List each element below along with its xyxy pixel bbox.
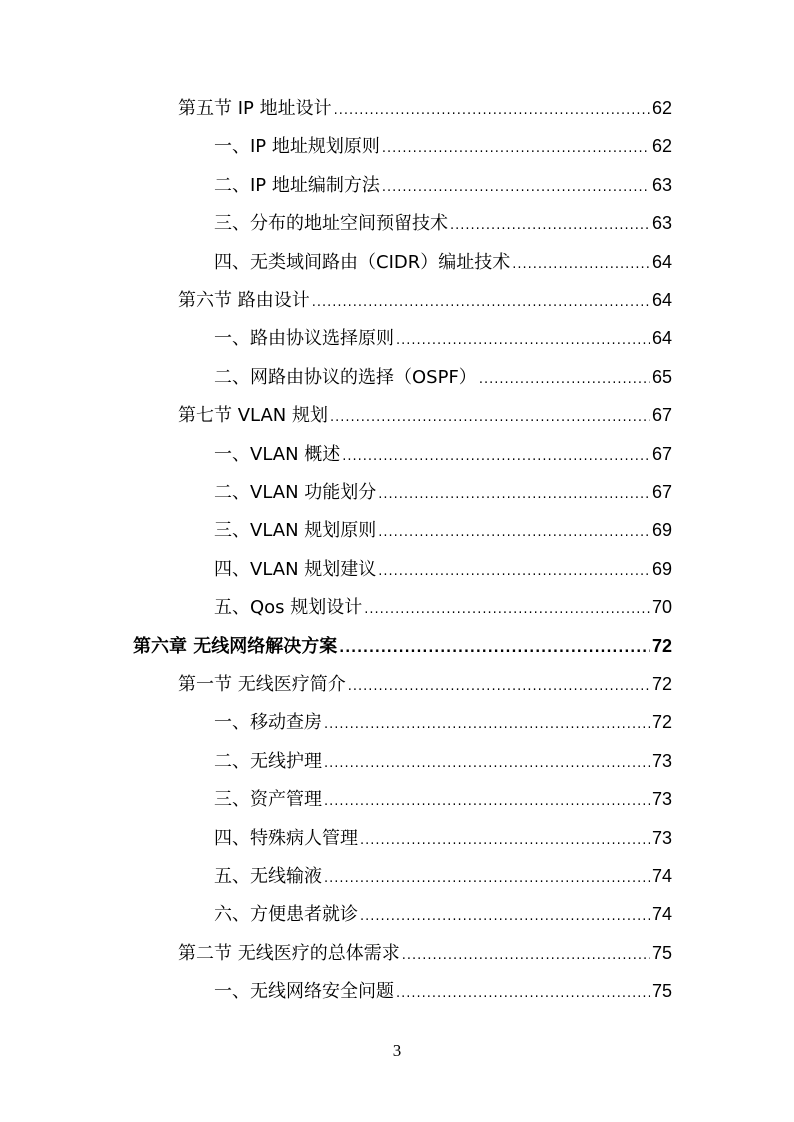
toc-entry-page: 62 <box>651 98 672 118</box>
toc-leader-dots <box>342 438 650 476</box>
toc-entry-title: 第一节 无线医疗简介 <box>178 674 346 695</box>
toc-entry-title: 第二节 无线医疗的总体需求 <box>178 942 400 964</box>
toc-leader-dots <box>396 975 650 1013</box>
toc-leader-dots <box>402 937 650 975</box>
toc-leader-dots <box>324 860 650 898</box>
toc-leader-dots <box>378 514 650 552</box>
toc-leader-dots <box>396 322 650 360</box>
toc-entry[interactable] <box>214 703 672 741</box>
toc-entry-page: 67 <box>651 443 672 464</box>
toc-entry[interactable] <box>214 166 672 204</box>
toc-leader-dots <box>378 476 650 514</box>
toc-entry[interactable] <box>214 972 672 1010</box>
toc-entry-title: 一、VLAN 概述 <box>214 443 341 465</box>
toc-entry-page: 63 <box>651 174 672 195</box>
toc-entry-page: 73 <box>651 827 672 848</box>
toc-entry[interactable] <box>178 665 672 703</box>
toc-entry-title: 二、IP 地址编制方法 <box>214 174 380 196</box>
toc-leader-dots <box>382 130 650 168</box>
toc-entry-title: 一、路由协议选择原则 <box>214 328 394 350</box>
toc-entry[interactable] <box>214 127 672 165</box>
toc-entry-title: 一、IP 地址规划原则 <box>214 136 380 158</box>
toc-leader-dots <box>330 399 650 437</box>
toc-entry[interactable] <box>214 358 672 396</box>
toc-entry[interactable] <box>214 857 672 895</box>
toc-entry-page: 69 <box>651 520 672 541</box>
toc-entry-title: 二、网路由协议的选择（OSPF） <box>214 366 477 388</box>
toc-leader-dots <box>382 169 650 207</box>
toc-entry[interactable] <box>214 550 672 588</box>
toc-entry[interactable] <box>214 243 672 281</box>
toc-entry[interactable] <box>214 895 672 933</box>
toc-leader-dots <box>348 668 650 706</box>
toc-leader-dots <box>450 207 650 245</box>
toc-entry-page: 74 <box>651 904 672 925</box>
toc-entry-title: 三、资产管理 <box>214 789 322 811</box>
toc-entry-page: 72 <box>651 635 672 656</box>
toc-entry-page: 64 <box>651 328 672 349</box>
toc-entry-title: 二、无线护理 <box>214 750 322 772</box>
toc-leader-dots <box>360 898 650 936</box>
toc-entry-title: 四、无类域间路由（CIDR）编址技术 <box>214 251 511 273</box>
toc-entry-title: 四、特殊病人管理 <box>214 827 358 849</box>
toc-entry-title: 第六节 路由设计 <box>178 290 310 311</box>
toc-entry-title: 五、Qos 规划设计 <box>214 597 363 619</box>
toc-entry-page: 73 <box>651 789 672 810</box>
toc-entry-page: 67 <box>651 482 672 502</box>
toc-entry-title: 六、方便患者就诊 <box>214 904 358 926</box>
toc-entry[interactable] <box>214 588 672 626</box>
toc-entry[interactable] <box>214 511 672 549</box>
toc-leader-dots <box>512 246 650 284</box>
toc-entry-page: 69 <box>651 558 672 579</box>
toc-leader-dots <box>479 361 650 399</box>
toc-entry[interactable] <box>214 204 672 242</box>
toc-entry[interactable] <box>178 934 672 972</box>
toc-entry-title: 第六章 无线网络解决方案 <box>133 635 338 657</box>
page-number: 3 <box>392 1041 402 1060</box>
toc-entry[interactable] <box>178 281 672 319</box>
toc-entry-page: 72 <box>651 674 672 694</box>
toc-entry-title: 三、VLAN 规划原则 <box>214 520 377 542</box>
toc-entry-page: 73 <box>651 750 672 771</box>
toc-entry-page: 74 <box>651 866 672 886</box>
toc-leader-dots <box>312 284 650 322</box>
toc-entry-page: 75 <box>651 981 672 1002</box>
toc-entry-page: 67 <box>651 405 672 426</box>
toc-entry-title: 四、VLAN 规划建议 <box>214 558 377 580</box>
toc-entry-page: 70 <box>651 597 672 618</box>
toc-entry-page: 75 <box>651 942 672 963</box>
toc-entry[interactable] <box>214 780 672 818</box>
toc-entry-title: 五、无线输液 <box>214 866 322 887</box>
toc-entry-title: 一、移动查房 <box>214 712 322 734</box>
toc-leader-dots <box>324 706 650 744</box>
toc-entry[interactable] <box>214 819 672 857</box>
toc-entry[interactable] <box>133 627 672 665</box>
toc-entry-page: 65 <box>651 366 672 387</box>
toc-entry-title: 三、分布的地址空间预留技术 <box>214 213 448 235</box>
toc-entry[interactable] <box>214 319 672 357</box>
toc-entry-page: 64 <box>651 290 672 310</box>
toc-leader-dots <box>324 783 650 821</box>
toc-entry-title: 第五节 IP 地址设计 <box>178 98 332 119</box>
toc-entry-page: 72 <box>651 712 672 733</box>
toc-entry-title: 二、VLAN 功能划分 <box>214 482 377 503</box>
toc-entry-page: 64 <box>651 251 672 272</box>
toc-entry-page: 63 <box>651 213 672 234</box>
toc-leader-dots <box>360 822 650 860</box>
toc-entry[interactable] <box>178 396 672 434</box>
toc-leader-dots <box>324 745 650 783</box>
toc-leader-dots <box>364 591 650 629</box>
toc-entry[interactable] <box>178 89 672 127</box>
toc-entry[interactable] <box>214 742 672 780</box>
toc-leader-dots <box>339 630 650 668</box>
toc-entry-page: 62 <box>651 136 672 157</box>
toc-leader-dots <box>334 92 650 130</box>
toc-leader-dots <box>378 553 650 591</box>
toc-entry-title: 一、无线网络安全问题 <box>214 981 394 1003</box>
toc-entry-title: 第七节 VLAN 规划 <box>178 405 328 427</box>
toc-entry[interactable] <box>214 473 672 511</box>
toc-entry[interactable] <box>214 435 672 473</box>
